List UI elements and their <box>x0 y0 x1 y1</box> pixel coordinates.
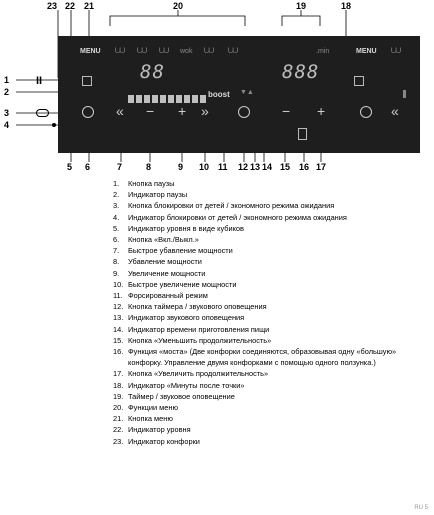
legend-number: 1. <box>113 179 120 188</box>
menu-function-icon-5: ⩊ <box>204 45 215 56</box>
callout-8: 8 <box>146 162 152 172</box>
legend-number: 19. <box>113 391 124 401</box>
legend-number: 22. <box>113 425 124 435</box>
zone-indicator <box>82 76 92 86</box>
legend-text: Кнопка «Уменьшить продолжительность» <box>128 335 272 345</box>
legend-text: Кнопка меню <box>128 414 173 424</box>
callout-10: 10 <box>199 162 210 172</box>
control-panel-diagram <box>0 0 434 172</box>
legend-text: Кнопка «Увеличить продолжительность» <box>128 369 269 379</box>
legend-item <box>113 368 413 379</box>
callout-20: 20 <box>173 1 184 11</box>
legend-number: 10. <box>113 279 124 289</box>
callout-15: 15 <box>280 162 291 172</box>
legend-number: 23. <box>113 436 124 446</box>
menu-function-icon-3: ⩊ <box>159 45 170 56</box>
callout-3: 3 <box>4 108 10 118</box>
power-level-display: 88 <box>140 61 165 83</box>
callout-4: 4 <box>4 120 10 130</box>
legend-number: 14. <box>113 324 124 334</box>
legend-text: Кнопка блокировки от детей / экономного режима ожидания <box>128 201 335 211</box>
power-button-right[interactable] <box>360 106 372 118</box>
boost-indicator: boost <box>208 90 230 99</box>
legend-item <box>113 391 413 402</box>
legend-text: Кнопка «Вкл./Выкл.» <box>128 235 199 245</box>
legend-text: Индикатор «Минуты после точки» <box>128 380 245 390</box>
legend-text: Функция «моста» (Две конфорки соединяются, образовывая одну «большую» конфорку. Управление двумя конфорками с помощью одного ползунка.) <box>128 347 397 368</box>
timer-display: 888 <box>282 61 320 83</box>
legend-number: 21. <box>113 414 124 424</box>
legend-item <box>113 212 413 223</box>
legend-number: 4. <box>113 212 120 222</box>
callout-23: 23 <box>47 1 58 11</box>
legend-number: 12. <box>113 302 124 312</box>
legend-number: 8. <box>113 257 120 267</box>
legend-number: 7. <box>113 246 120 256</box>
wok-function: wok <box>180 48 193 55</box>
legend-number: 16. <box>113 347 124 357</box>
callout-11: 11 <box>218 162 228 172</box>
legend-text: Убавление мощности <box>128 257 202 267</box>
child-lock-indicator <box>52 123 56 127</box>
legend-item <box>113 268 413 279</box>
callout-9: 9 <box>178 162 184 172</box>
legend-item <box>113 189 413 200</box>
legend-number: 9. <box>113 268 120 278</box>
callout-19: 19 <box>296 1 307 11</box>
legend-item <box>113 324 413 335</box>
callout-7: 7 <box>117 162 123 172</box>
legend-text: Увеличение мощности <box>128 268 206 278</box>
legend-text: Индикатор звукового оповещения <box>128 313 245 323</box>
legend-item <box>113 290 413 301</box>
minutes-after-dot-indicator: .min <box>316 48 330 55</box>
fast-increase-button[interactable]: » <box>201 103 209 119</box>
legend-item <box>113 436 413 447</box>
legend-text: Индикатор времени приготовления пищи <box>128 324 270 334</box>
legend-text: Кнопка паузы <box>128 179 175 188</box>
callout-6: 6 <box>85 162 91 172</box>
legend-number: 20. <box>113 403 124 413</box>
callout-18: 18 <box>341 1 352 11</box>
timer-button[interactable] <box>238 106 250 118</box>
legend-number: 18. <box>113 380 124 390</box>
legend-text: Индикатор уровня в виде кубиков <box>128 223 244 233</box>
callout-2: 2 <box>4 87 10 97</box>
fast-decrease-button[interactable]: « <box>116 103 124 119</box>
legend-item <box>113 402 413 413</box>
child-lock-button[interactable] <box>36 109 49 117</box>
legend-number: 17. <box>113 369 124 379</box>
cube-level-indicator <box>128 90 208 108</box>
legend-number: 5. <box>113 223 120 233</box>
legend-item <box>113 223 413 234</box>
decrease-power-button[interactable]: − <box>146 103 155 119</box>
legend-number: 11. <box>113 291 123 301</box>
menu-button-left[interactable]: MENU <box>80 48 101 55</box>
callout-13: 13 <box>250 162 261 172</box>
legend-text: Быстрое увеличение мощности <box>128 279 237 289</box>
menu-function-icon-right: ⩊ <box>391 45 402 56</box>
callout-16: 16 <box>299 162 310 172</box>
cooktop-control-panel <box>58 36 420 153</box>
legend-number: 6. <box>113 235 120 245</box>
legend-number: 3. <box>113 201 120 211</box>
legend-text: Индикатор блокировки от детей / экономного режима ожидания <box>128 212 347 222</box>
callout-21: 21 <box>84 1 95 11</box>
legend-item <box>113 424 413 435</box>
legend-item <box>113 178 413 189</box>
power-button[interactable] <box>82 106 94 118</box>
legend-number: 13. <box>113 313 124 323</box>
callout-14: 14 <box>262 162 273 172</box>
increase-power-button[interactable]: + <box>178 103 187 119</box>
legend-item <box>113 245 413 256</box>
pause-button[interactable]: II <box>36 75 43 87</box>
bridge-function-button[interactable] <box>298 128 307 140</box>
legend-text: Быстрое убавление мощности <box>128 246 233 256</box>
alarm-indicator: ▼▲ <box>240 89 254 96</box>
legend-item <box>113 301 413 312</box>
legend-item <box>113 312 413 323</box>
legend-item <box>113 346 413 368</box>
menu-function-icon-2: ⩊ <box>137 45 148 56</box>
zone-indicator-right <box>354 76 364 86</box>
fast-decrease-button-right[interactable]: « <box>391 103 399 119</box>
legend-number: 2. <box>113 190 120 200</box>
menu-function-icon-1: ⩊ <box>115 45 126 56</box>
increase-time-button[interactable]: + <box>317 103 326 119</box>
legend-item <box>113 256 413 267</box>
legend-text: Функции меню <box>128 403 178 413</box>
callout-12: 12 <box>238 162 249 172</box>
callout-17: 17 <box>316 162 327 172</box>
legend-text: Индикатор конфорки <box>128 436 200 446</box>
legend-item <box>113 335 413 346</box>
callout-22: 22 <box>65 1 76 11</box>
legend-text: Кнопка таймера / звукового оповещения <box>128 302 267 312</box>
callout-1: 1 <box>4 75 10 85</box>
legend-item <box>113 234 413 245</box>
decrease-time-button[interactable]: − <box>282 103 291 119</box>
menu-button-right[interactable]: MENU <box>356 48 377 55</box>
legend-text: Форсированный режим <box>128 291 208 301</box>
legend-text: Индикатор уровня <box>128 425 191 435</box>
legend-list <box>113 178 413 447</box>
right-level-marker <box>403 90 406 98</box>
legend-item <box>113 279 413 290</box>
legend-item <box>113 380 413 391</box>
legend-text: Таймер / звуковое оповещение <box>128 391 235 401</box>
legend-item <box>113 413 413 424</box>
legend-text: Индикатор паузы <box>128 190 188 200</box>
page-number: RU 5 <box>414 505 428 511</box>
callout-5: 5 <box>67 162 73 172</box>
legend-number: 15. <box>113 335 124 345</box>
menu-function-icon-6: ⩊ <box>228 45 239 56</box>
legend-item <box>113 200 413 211</box>
